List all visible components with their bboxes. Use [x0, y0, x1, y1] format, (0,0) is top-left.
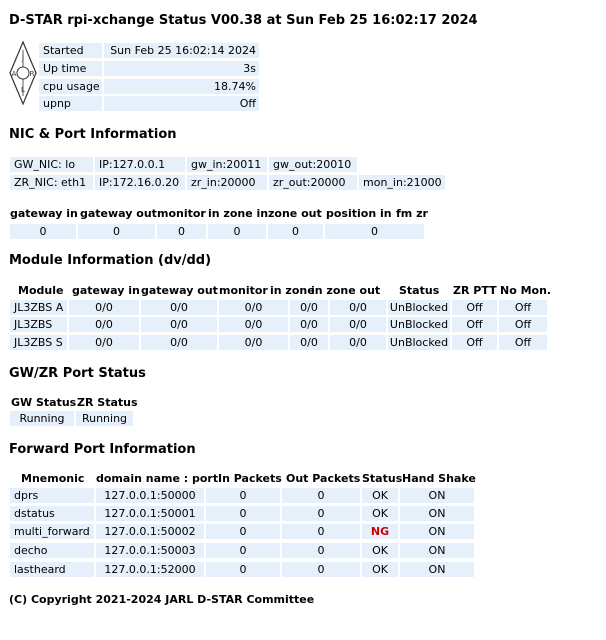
forward-header-in-packets: In Packets [218, 472, 282, 485]
page-title: D-STAR rpi-xchange Status V00.38 at Sun Feb 25 16:02:17 2024 [9, 13, 478, 28]
module-status: UnBlocked [389, 318, 449, 331]
module-zone-out: 0/0 [330, 335, 386, 350]
forward-in-packets: 0 [206, 562, 280, 577]
gw-out: gw_out:20010 [269, 157, 357, 172]
jarl-logo-icon [8, 40, 38, 106]
forward-handshake: ON [400, 543, 474, 558]
counter-zone-out: 0 [268, 224, 323, 239]
module-name: JL3ZBS S [10, 335, 67, 350]
forward-header-mnemonic: Mnemonic [21, 472, 85, 485]
forward-domain: 127.0.0.1:50003 [96, 543, 204, 558]
status-value-started: Sun Feb 25 16:02:14 2024 [104, 43, 259, 58]
logo-letter-a: A [11, 70, 17, 78]
zr-status-value: Running [76, 411, 133, 426]
module-monitor: 0/0 [219, 317, 288, 332]
module-in-zone: 0/0 [290, 317, 328, 332]
counter-zone-in: 0 [208, 224, 266, 239]
gw-nic: GW_NIC: lo [10, 157, 93, 172]
gw-ip: IP:127.0.0.1 [95, 157, 185, 172]
forward-out-packets: 0 [282, 488, 360, 503]
forward-in-packets: 0 [206, 524, 280, 539]
module-header-in-zone: in zone [270, 284, 315, 297]
zr-out: zr_out:20000 [269, 175, 357, 190]
copyright-text: (C) Copyright 2021-2024 JARL D-STAR Committee [9, 593, 315, 606]
module-heading: Module Information (dv/dd) [9, 253, 212, 268]
forward-handshake: ON [400, 524, 474, 539]
forward-out-packets: 0 [282, 524, 360, 539]
module-gateway-out: 0/0 [141, 300, 217, 315]
gw-in: gw_in:20011 [187, 157, 267, 172]
module-header-in-zone-out: in zone out [311, 284, 381, 297]
counter-gateway-in: 0 [10, 224, 76, 239]
module-no-mon: Off [499, 317, 547, 332]
module-zr-ptt: Off [452, 300, 497, 315]
module-no-mon: Off [499, 300, 547, 315]
forward-mnemonic: decho [10, 543, 94, 558]
gw-status-value: Running [10, 411, 74, 426]
forward-out-packets: 0 [282, 562, 360, 577]
logo-letter-r: R [29, 70, 35, 78]
forward-mnemonic: multi_forward [10, 524, 94, 539]
module-in-zone: 0/0 [290, 300, 328, 315]
status-value-uptime: 3s [104, 61, 259, 76]
forward-domain: 127.0.0.1:50001 [96, 506, 204, 521]
module-header-status: Status [399, 284, 440, 297]
zr-in: zr_in:20000 [187, 175, 267, 190]
forward-header-domain: domain name : port [96, 472, 219, 485]
nic-heading: NIC & Port Information [9, 127, 177, 142]
forward-header-out-packets: Out Packets [286, 472, 361, 485]
forward-out-packets: 0 [282, 506, 360, 521]
forward-in-packets: 0 [206, 506, 280, 521]
logo-letter-l: L [21, 86, 25, 94]
module-in-zone: 0/0 [290, 335, 328, 350]
module-header-monitor: monitor [219, 284, 268, 297]
module-monitor: 0/0 [219, 335, 288, 350]
forward-in-packets: 0 [206, 488, 280, 503]
forward-status: OK [362, 562, 398, 577]
status-value-cpu: 18.74% [104, 79, 259, 94]
forward-status: OK [362, 506, 398, 521]
forward-status: OK [362, 543, 398, 558]
gwzr-heading: GW/ZR Port Status [9, 366, 146, 381]
forward-mnemonic: dstatus [10, 506, 94, 521]
module-zone-out: 0/0 [330, 317, 386, 332]
counter-position-fm: 0 [325, 224, 424, 239]
forward-domain: 127.0.0.1:50000 [96, 488, 204, 503]
forward-out-packets: 0 [282, 543, 360, 558]
counter-header-in-zone-in: in zone in [208, 207, 269, 220]
counter-header-zone-out: zone out [268, 207, 322, 220]
counter-header-gateway-in: gateway in [10, 207, 78, 220]
module-header-zr-ptt: ZR PTT [453, 284, 497, 297]
forward-mnemonic: dprs [10, 488, 94, 503]
counter-monitor: 0 [157, 224, 206, 239]
forward-heading: Forward Port Information [9, 442, 196, 457]
forward-domain: 127.0.0.1:52000 [96, 562, 204, 577]
counter-header-gateway-out: gateway out [80, 207, 157, 220]
mon-in: mon_in:21000 [359, 175, 445, 190]
module-header-module: Module [18, 284, 64, 297]
module-zr-ptt: Off [452, 317, 497, 332]
counter-gateway-out: 0 [78, 224, 155, 239]
module-gateway-out: 0/0 [141, 317, 217, 332]
module-no-mon: Off [499, 335, 547, 350]
forward-handshake: ON [400, 562, 474, 577]
module-gateway-out: 0/0 [141, 335, 217, 350]
forward-domain: 127.0.0.1:50002 [96, 524, 204, 539]
forward-mnemonic: lastheard [10, 562, 94, 577]
counter-header-position-in: position in [326, 207, 392, 220]
status-label-upnp: upnp [39, 96, 102, 111]
forward-handshake: ON [400, 506, 474, 521]
counter-header-monitor: monitor [157, 207, 206, 220]
module-header-no-mon: No Mon. [500, 284, 552, 297]
module-name: JL3ZBS A [10, 300, 67, 315]
zr-ip: IP:172.16.0.20 [95, 175, 185, 190]
gw-status-header: GW Status [11, 396, 77, 409]
module-zone-out: 0/0 [330, 300, 386, 315]
status-value-upnp: Off [104, 96, 259, 111]
logo-letter-j: J [21, 54, 25, 62]
module-monitor: 0/0 [219, 300, 288, 315]
status-label-cpu: cpu usage [39, 79, 102, 94]
forward-handshake: ON [400, 488, 474, 503]
module-gateway-in: 0/0 [69, 335, 139, 350]
forward-status-ng: NG [362, 524, 398, 539]
forward-in-packets: 0 [206, 543, 280, 558]
module-name: JL3ZBS [10, 317, 67, 332]
status-label-uptime: Up time [39, 61, 102, 76]
forward-status: OK [362, 488, 398, 503]
counter-header-fm-zr: fm zr [396, 207, 428, 220]
module-header-gateway-in: gateway in [72, 284, 140, 297]
module-gateway-in: 0/0 [69, 300, 139, 315]
module-status: UnBlocked [389, 336, 449, 349]
zr-status-header: ZR Status [77, 396, 138, 409]
module-status: UnBlocked [389, 301, 449, 314]
zr-nic: ZR_NIC: eth1 [10, 175, 93, 190]
module-header-gateway-out: gateway out [141, 284, 218, 297]
forward-header-status: Status [362, 472, 403, 485]
status-label-started: Started [39, 43, 102, 58]
forward-header-handshake: Hand Shake [402, 472, 476, 485]
module-gateway-in: 0/0 [69, 317, 139, 332]
module-zr-ptt: Off [452, 335, 497, 350]
